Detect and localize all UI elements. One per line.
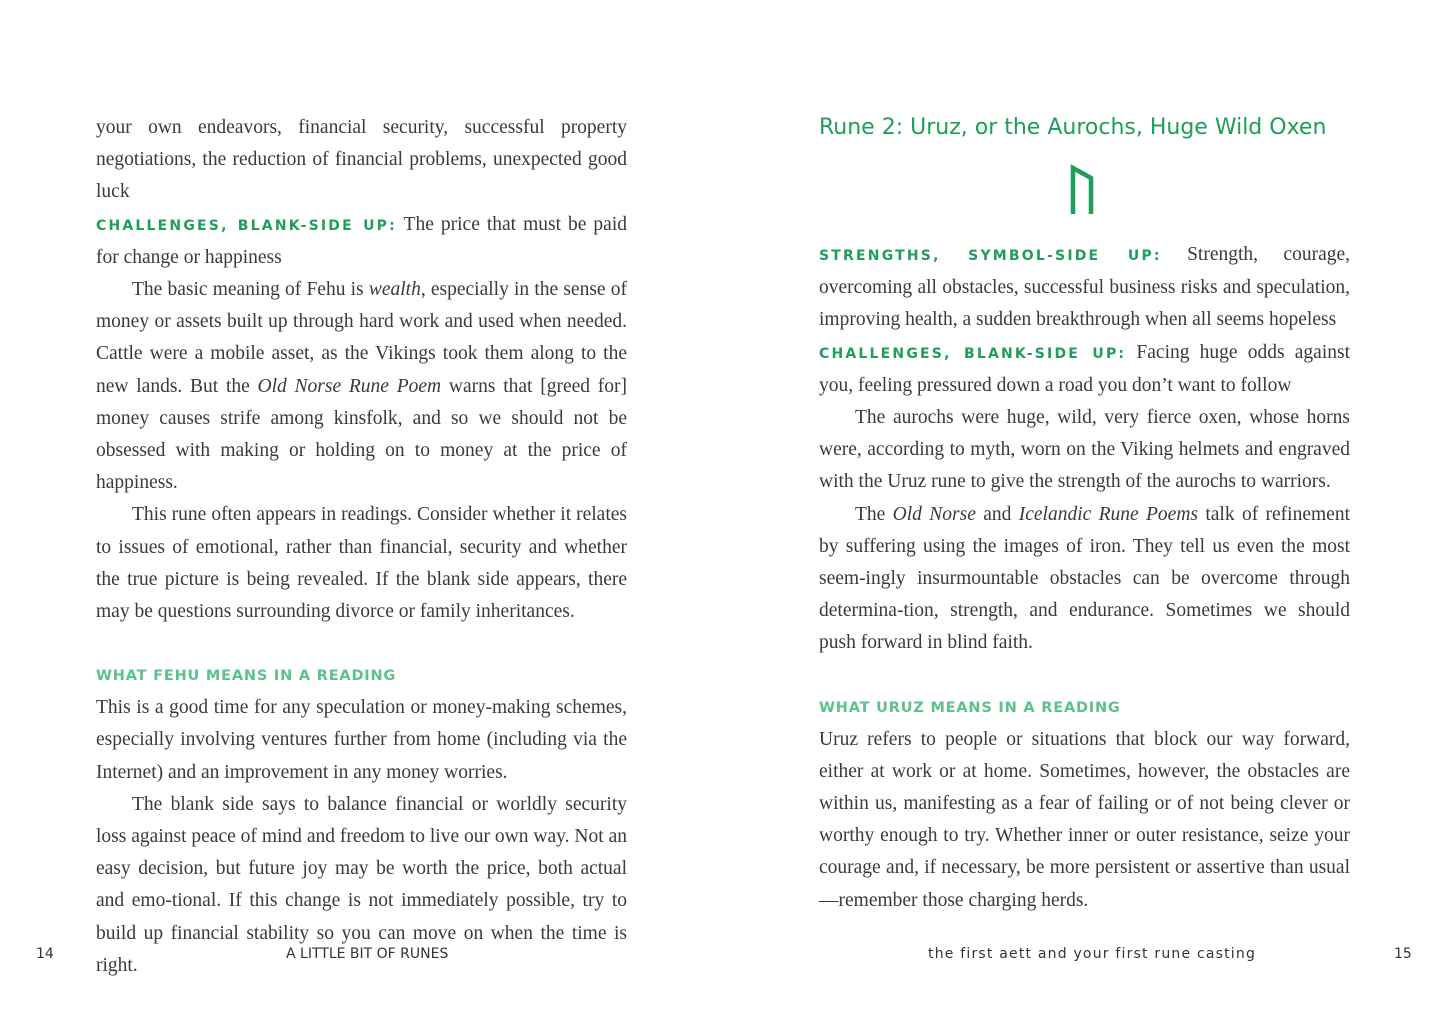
left-page (0, 0, 722, 1012)
text-run: The basic meaning of Fehu is (132, 279, 369, 301)
challenges-paragraph (819, 337, 1350, 402)
emphasis-icelandic-poems: Icelandic Rune Poems (1018, 503, 1199, 525)
section-heading: WHAT URUZ MEANS IN A READING (819, 699, 1121, 716)
intro-paragraph: your own endeavors, financial security, successful property negotiations, the reduction of financial problems, unexpected good luck (96, 117, 627, 203)
reading-paragraph: Uruz refers to people or situations that block our way forward, either at work or at home. Sometimes, however, the obstacles are within us, manifesting as a fear of failing or of not being clever or worthy enough to try. Whether inner or outer resistance, seize your courage and, if necessary, be more persistent or assertive than usual—remember those charging herds. (819, 728, 1350, 911)
strengths-text: Strength, courage, overcoming all obstacles, successful business risks and speculation, improving health, a sudden breakthrough when all seems hopeless (819, 244, 1350, 331)
text-run: The (855, 503, 893, 525)
section-heading: WHAT FEHU MEANS IN A READING (96, 668, 397, 685)
emphasis-old-norse: Old Norse (892, 503, 976, 525)
right-text-column (819, 112, 1350, 917)
text-run: warns that [greed for] money causes strife among kinsfolk, and so we should not be obsessed with making or holding on to money at the price of happiness. (96, 375, 627, 494)
page-number: 15 (1394, 946, 1412, 962)
strengths-paragraph (819, 239, 1350, 337)
challenges-text: Facing huge odds against you, feeling pressured down a road you don’t want to follow (819, 341, 1350, 396)
uruz-rune-icon (1069, 164, 1097, 216)
poems-paragraph (819, 499, 1350, 660)
rune-symbol (819, 144, 1350, 239)
page-number: 14 (36, 946, 54, 962)
right-page (723, 0, 1445, 1012)
challenges-label: CHALLENGES, BLANK-SIDE UP: (96, 217, 397, 234)
text-run: and (975, 503, 1019, 525)
challenges-text: The price that must be paid for change or happiness (96, 213, 627, 268)
fehu-meaning-paragraph (96, 274, 627, 499)
spacer (96, 628, 627, 660)
text-run: talk of refinement by suffering using the images of iron. They tell us even the most seem-ingly insurmountable obstacles can be overcome through determina-tion, strength, and endurance. Sometimes we should push forward in blind faith. (819, 503, 1350, 654)
aurochs-paragraph: The aurochs were huge, wild, very fierce oxen, whose horns were, according to myth, worn on the Viking helmets and engraved with the Uruz rune to give the strength of the aurochs to warriors. (819, 407, 1350, 493)
reading-paragraph: This is a good time for any speculation or money-making schemes, especially involving ventures further from home (including via the Internet) and an improvement in any money worries. (96, 697, 627, 783)
challenges-paragraph (96, 209, 627, 274)
text-run: , especially in the sense of money or assets built up through hard work and used when needed. Cattle were a mobile asset, as the Vikings took them along to the new lands. But the (96, 279, 628, 397)
challenges-label: CHALLENGES, BLANK-SIDE UP: (819, 345, 1127, 362)
left-text-column (96, 112, 627, 982)
emphasis-wealth: wealth (368, 279, 421, 301)
running-head: the first aett and your first rune casting (928, 946, 1257, 962)
strengths-label: STRENGTHS, SYMBOL-SIDE UP: (819, 248, 1162, 264)
blank-side-paragraph: The blank side says to balance financial or worldly security loss against peace of mind and freedom to live our own way. Not an easy decision, but future joy may be worth the price, both actual and emo-tional. If this change is not immediately possible, try to build up financial stability so you can move on when the time is right. (96, 793, 627, 976)
running-head: A LITTLE BIT OF RUNES (286, 946, 449, 962)
emphasis-poem-title: Old Norse Rune Poem (257, 375, 442, 397)
spacer (819, 660, 1350, 692)
readings-paragraph: This rune often appears in readings. Consider whether it relates to issues of emotional, rather than financial, security and whether the true picture is being revealed. If the blank side appears, there may be questions surrounding divorce or family inheritances. (96, 504, 627, 623)
rune-title: Rune 2: Uruz, or the Aurochs, Huge Wild Oxen (819, 115, 1327, 140)
